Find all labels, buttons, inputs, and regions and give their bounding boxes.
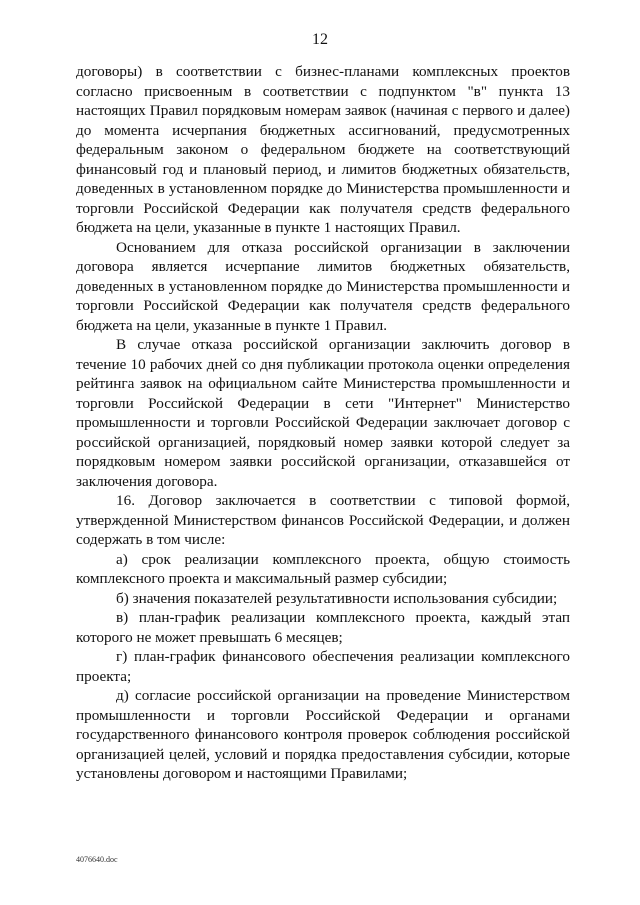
list-item-v: в) план-график реализации комплексного проекта, каждый этап которого не может превышать 6 месяцев; bbox=[76, 609, 570, 646]
document-body bbox=[76, 62, 570, 784]
list-item-a: а) срок реализации комплексного проекта, общую стоимость комплексного проекта и максимальный размер субсидии; bbox=[76, 550, 570, 587]
list-item-d: д) согласие российской организации на проведение Министерством промышленности и торговли Российской Федерации и органами государственного финансового контроля проверок соблюдения российской организацией целей, условий и порядка предоставления субсидии, которые установлены договором и настоящими Правилами; bbox=[76, 687, 570, 782]
file-name-footer: 4076640.doc bbox=[76, 855, 118, 864]
paragraph-continuation: договоры) в соответствии с бизнес-планами комплексных проектов согласно присвоенным в соответствии с подпунктом "в" пункта 13 настоящих Правил порядковым номерам заявок (начиная с первого и далее) до момента исчерпания бюджетных ассигнований, предусмотренных федеральным законом о федеральном бюджете на соответствующий финансовый год и плановый период, и лимитов бюджетных обязательств, доведенных в установленном порядке до Министерства промышленности и торговли Российской Федерации как получателя средств федерального бюджета на цели, указанные в пункте 1 настоящих Правил. bbox=[76, 63, 570, 236]
page-number: 12 bbox=[312, 31, 328, 48]
paragraph-refusal-case: В случае отказа российской организации заключить договор в течение 10 рабочих дней со дня публикации протокола оценки определения рейтинга заявок на официальном сайте Министерства промышленности и торговли Российской Федерации в сети "Интернет" Министерство промышленности и торговли Российской Федерации заключает договор с российской организацией, порядковый номер заявки которой следует за порядковым номером заявки российской организации, отказавшейся от заключения договора. bbox=[76, 336, 570, 490]
paragraph-refusal-basis: Основанием для отказа российской организации в заключении договора является исчерпание лимитов бюджетных обязательств, доведенных в установленном порядке до Министерства промышленности и торговли Российской Федерации как получателя средств федерального бюджета на цели, указанные в пункте 1 Правил. bbox=[76, 238, 570, 334]
list-item-b: б) значения показателей результативности использования субсидии; bbox=[116, 589, 558, 607]
list-item-g: г) план-график финансового обеспечения реализации комплексного проекта; bbox=[76, 648, 570, 685]
paragraph-clause-16: 16. Договор заключается в соответствии с типовой формой, утвержденной Министерством финансов Российской Федерации, и должен содержать в том числе: bbox=[76, 492, 570, 548]
